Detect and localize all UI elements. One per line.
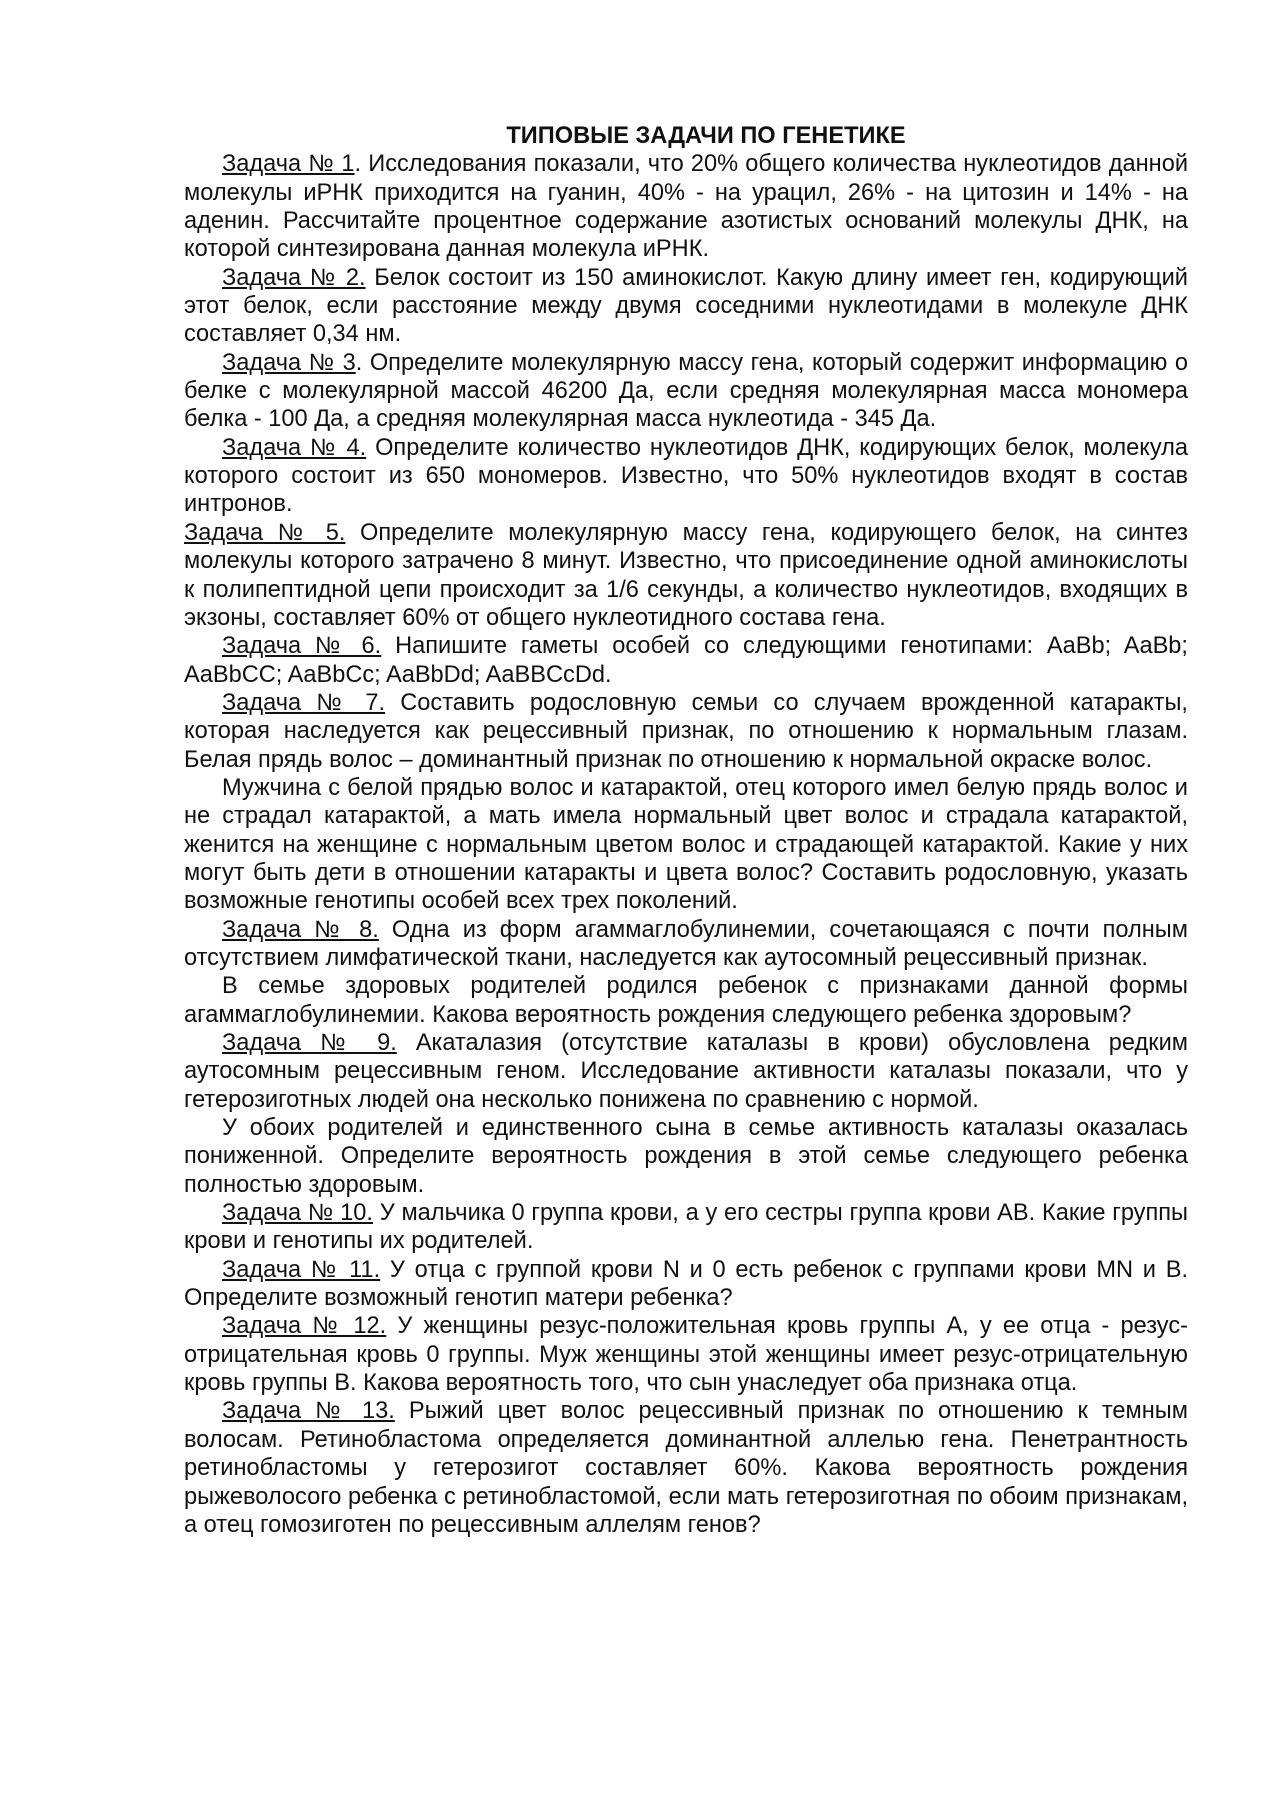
task-10 bbox=[184, 1199, 1188, 1256]
task-4 bbox=[184, 434, 1188, 519]
task-1 bbox=[184, 150, 1188, 263]
task-3 bbox=[184, 349, 1188, 434]
task-text: Определите молекулярную массу гена, кодирующего белок, на синтез молекулы которого затрачено 8 минут. Известно, что присоединение одной аминокислоты к полипептидной цепи происходит за 1/6 секунды, а количество нуклеотидов, входящих в экзоны, составляет 60% от общего нуклеотидного состава гена. bbox=[184, 519, 1188, 631]
task-7-continuation bbox=[184, 774, 1188, 916]
task-2 bbox=[184, 264, 1188, 349]
task-label: Задача № 3 bbox=[222, 349, 356, 376]
task-label: Задача № 1 bbox=[222, 151, 355, 178]
task-11 bbox=[184, 1256, 1188, 1313]
task-8 bbox=[184, 916, 1188, 973]
task-label: Задача № 7. bbox=[222, 689, 386, 716]
task-text: Белок состоит из 150 аминокислот. Какую длину имеет ген, кодирующий этот белок, если расстояние между двумя соседними нуклеотидами в молекуле ДНК составляет 0,34 нм. bbox=[184, 264, 1188, 348]
document-title: ТИПОВЫЕ ЗАДАЧИ ПО ГЕНЕТИКЕ bbox=[506, 123, 906, 149]
task-13 bbox=[184, 1397, 1188, 1539]
task-text: Рыжий цвет волос рецессивный признак по отношению к темным волосам. Ретинобластома определяется доминантной аллелью гена. Пенетрантность ретинобластомы у гетерозигот составляет 60%. Какова вероятность рождения рыжеволосого ребенка с ретинобластомой, если мать гетерозиготная по обоим признакам, а отец гомозиготен по рецессивным аллелям генов? bbox=[184, 1398, 1188, 1538]
task-text: Одна из форм агаммаглобулинемии, сочетающаяся с почти полным отсутствием лимфатической ткани, наследуется как аутосомный рецессивный признак. bbox=[184, 916, 1188, 971]
task-text: У женщины резус-положительная кровь группы А, у ее отца - резус-отрицательная кровь 0 группы. Муж женщины этой женщины имеет резус-отрицательную кровь группы В. Какова вероятность того, что сын унаследует оба признака отца. bbox=[184, 1313, 1188, 1397]
task-9 bbox=[184, 1029, 1188, 1114]
task-text: У отца с группой крови N и 0 есть ребенок с группами крови MN и В. Определите возможный генотип матери ребенка? bbox=[184, 1256, 1189, 1312]
task-label: Задача № 4. bbox=[222, 434, 367, 461]
task-text: У обоих родителей и единственного сына в семье активность каталазы оказалась пониженной. Определите вероятность рождения в этой семье следующего ребенка полностью здоровым. bbox=[184, 1115, 1188, 1198]
task-text: Мужчина с белой прядью волос и катарактой, отец которого имел белую прядь волос и не страдал катарактой, а мать имела нормальный цвет волос и страдала катарактой, женится на женщине с нормальным цветом волос и страдающей катарактой. Какие у них могут быть дети в отношении катаракты и цвета волос? Составить родословную, указать возможные генотипы особей всех трех поколений. bbox=[184, 774, 1188, 915]
task-7 bbox=[184, 689, 1188, 774]
task-5 bbox=[184, 519, 1188, 632]
task-12 bbox=[184, 1312, 1188, 1397]
task-text: . Исследования показали, что 20% общего количества нуклеотидов данной молекулы иРНК приходится на гуанин, 40% - на урацил, 26% - на цитозин и 14% - на аденин. Рассчитайте процентное содержание азотистых оснований молекулы ДНК, на которой синтезирована данная молекула иРНК. bbox=[184, 151, 1188, 263]
task-label: Задача № 2. bbox=[222, 264, 366, 291]
task-9-continuation bbox=[184, 1114, 1188, 1199]
task-8-continuation bbox=[184, 972, 1188, 1029]
document-page bbox=[184, 122, 1188, 1539]
task-6 bbox=[184, 632, 1188, 689]
task-label: Задача № 12. bbox=[222, 1313, 387, 1340]
task-text: Акаталазия (отсутствие каталазы в крови) обусловлена редким аутосомным рецессивным геном. Исследование активности каталазы показали, что у гетерозиготных людей она несколько понижена по сравнению с нормой. bbox=[184, 1030, 1188, 1113]
task-text: В семье здоровых родителей родился ребенок с признаками данной формы агаммаглобулинемии. Какова вероятность рождения следующего ребенка здоровым? bbox=[184, 973, 1188, 1028]
task-label: Задача № 5. bbox=[184, 519, 346, 546]
task-label: Задача № 9. bbox=[222, 1030, 397, 1056]
task-text: . Определите молекулярную массу гена, который содержит информацию о белке с молекулярной массой 46200 Да, если средняя молекулярная масса мономера белка - 100 Да, а средняя молекулярная масса нуклеотида - 345 Да. bbox=[184, 349, 1189, 433]
task-label: Задача № 6. bbox=[222, 633, 382, 660]
task-text: Определите количество нуклеотидов ДНК, кодирующих белок, молекула которого состоит из 650 мономеров. Известно, что 50% нуклеотидов входят в состав интронов. bbox=[184, 434, 1188, 518]
task-label: Задача № 11. bbox=[222, 1256, 381, 1283]
task-text: У мальчика 0 группа крови, а у его сестры группа крови АВ. Какие группы крови и генотипы их родителей. bbox=[184, 1200, 1188, 1255]
task-text: Напишите гаметы особей со следующими генотипами: AaBb; AaBb; AaBbCC; AaBbCc; AaBbDd; AaBBCcDd. bbox=[184, 633, 1188, 688]
task-label: Задача № 13. bbox=[222, 1398, 395, 1425]
task-text: Составить родословную семьи со случаем врожденной катаракты, которая наследуется как рецессивный признак, по отношению к нормальным глазам. Белая прядь волос – доминантный признак по отношению к нормальной окраске волос. bbox=[184, 689, 1188, 773]
task-label: Задача № 8. bbox=[222, 916, 379, 943]
task-label: Задача № 10. bbox=[222, 1200, 373, 1227]
